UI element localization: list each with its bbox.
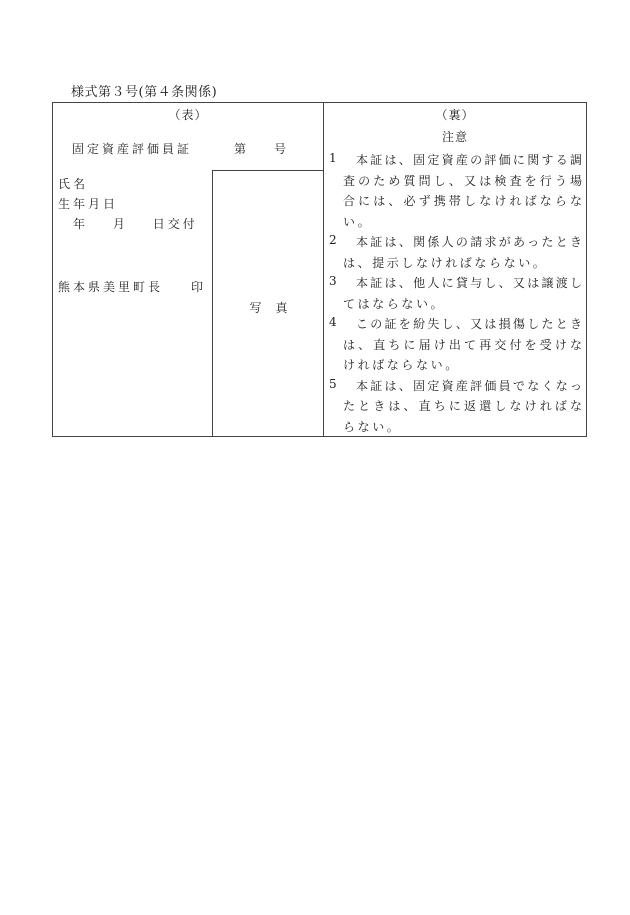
note-text-line: 本証は、固定資産の評価に関する調 [356,153,582,167]
card-back [324,103,586,436]
birth-date-label: 生年月日 [58,197,119,211]
note-text-line: 本証は、固定資産評価員でなくなっ [356,378,582,393]
seal-mark: 印 [191,280,204,294]
note-text-line: ければならない。 [343,358,460,372]
issue-day-label: 日交付 [152,217,198,231]
note-text-line: てはならない。 [343,296,446,311]
number-prefix: 第 [234,142,247,156]
form-number-title: 様式第３号(第４条関係) [71,85,218,100]
back-heading: （裏） [435,108,475,122]
note-number: 5 [329,376,337,391]
note-text-line: たときは、直ちに返還しなければな [343,399,582,413]
note-text-line: い。 [343,214,373,229]
note-number: 2 [329,233,337,247]
note-number: 4 [329,315,337,329]
number-suffix: 号 [274,142,287,156]
photo-label: 写真 [249,301,302,315]
issue-date [73,215,198,232]
note-text-line: 本証は、関係人の請求があったとき [356,235,582,249]
issue-year-label: 年 [73,217,86,231]
certificate-card [52,102,587,437]
front-heading: （表） [168,108,208,122]
note-number: 3 [329,274,337,288]
note-number: 1 [329,151,337,165]
note-text-line: この証を紛失し、又は損傷したとき [356,317,582,331]
issuer-name: 熊本県美里町長 [58,280,164,294]
card-front [53,103,324,436]
notes-title: 注意 [441,130,468,144]
certificate-number [234,140,286,157]
note-text-line: 合には、必ず携帯しなければならな [343,194,582,208]
name-label: 氏名 [58,177,89,191]
note-text-line: らない。 [343,419,402,434]
note-text-line: 本証は、他人に貸与し、又は譲渡し [356,276,582,290]
certificate-title: 固定資産評価員証 [72,142,193,156]
issue-month-label: 月 [112,217,125,231]
note-text-line: は、直ちに届け出て再交付を受けな [343,337,582,352]
note-text-line: 査のため質問し、又は検査を行う場 [343,173,582,188]
photo-area [212,170,324,436]
note-text-line: は、提示しなければならない。 [343,255,548,270]
